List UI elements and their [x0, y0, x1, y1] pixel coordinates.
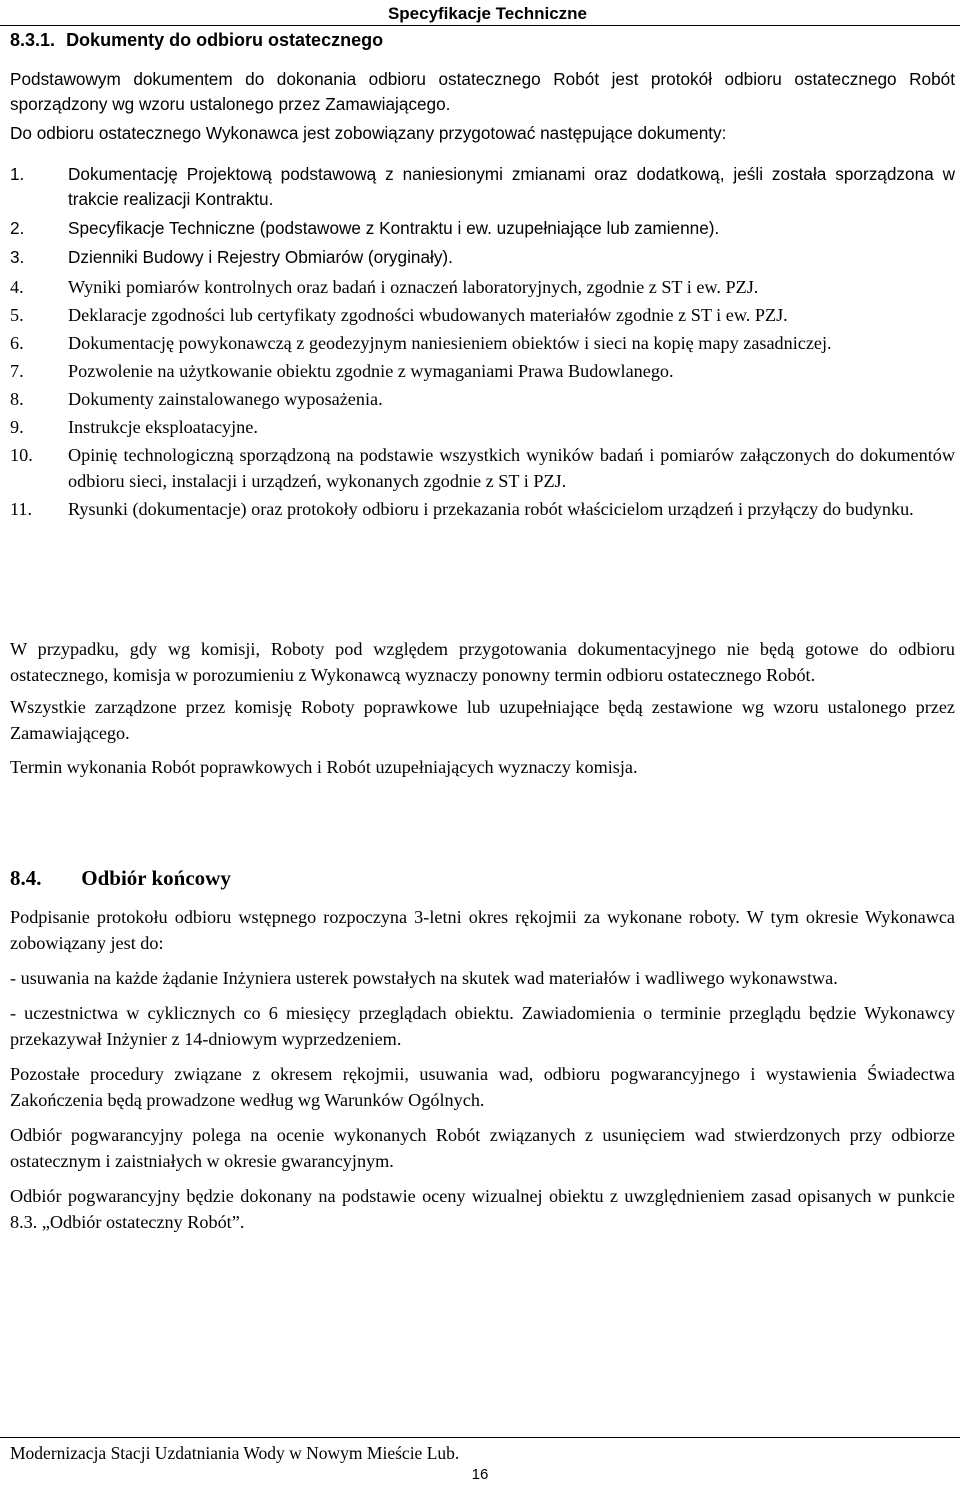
- body-paragraph: Odbiór pogwarancyjny polega na ocenie wykonanych Robót związanych z usunięciem wad stwierdzonych przy odbiorze ostatecznym i zaistniałych w okresie gwarancyjnym.: [10, 1125, 955, 1171]
- list-item-text: Pozwolenie na użytkowanie obiektu zgodnie z wymaganiami Prawa Budowlanego.: [68, 361, 674, 381]
- list-item-text: Opinię technologiczną sporządzoną na podstawie wszystkich wyników badań i pomiarów załączonych do dokumentów odbioru sieci, instalacji i urządzeń, wykonanych zgodnie z ST i PZJ.: [68, 445, 955, 491]
- list-item-text: Dokumenty zainstalowanego wyposażenia.: [68, 389, 383, 409]
- section-number: 8.3.1.: [10, 30, 56, 50]
- list-item: [10, 302, 955, 328]
- body-paragraph: Odbiór pogwarancyjny będzie dokonany na podstawie oceny wizualnej obiektu z uwzględnieniem zasad opisanych w punkcie 8.3. „Odbiór ostateczny Robót”.: [10, 1186, 955, 1232]
- list-item-number: 2.: [10, 218, 25, 238]
- section-8-4-body: [10, 904, 955, 1235]
- list-item-text: Instrukcje eksploatacyjne.: [68, 417, 258, 437]
- header-title: Specyfikacje Techniczne: [387, 4, 587, 23]
- list-item: [10, 330, 955, 356]
- section-number: 8.4.: [10, 866, 42, 890]
- footer-rule: [0, 1437, 960, 1438]
- section-heading-8-4: [10, 866, 231, 891]
- section-title: Odbiór końcowy: [81, 866, 231, 890]
- list-item: [10, 274, 955, 300]
- list-item-number: 7.: [10, 361, 24, 381]
- body-paragraph: Podpisanie protokołu odbioru wstępnego rozpoczyna 3-letni okres rękojmii za wykonane roboty. W tym okresie Wykonawca zobowiązany jest do:: [10, 907, 955, 953]
- list-item-number: 6.: [10, 333, 24, 353]
- list-item-number: 10.: [10, 445, 33, 465]
- list-item-number: 4.: [10, 277, 24, 297]
- list-item-text: Rysunki (dokumentacje) oraz protokoły odbioru i przekazania robót właścicielom urządzeń i przyłączy do budynku.: [68, 499, 914, 519]
- list-item-number: 5.: [10, 305, 24, 325]
- list-item: [10, 162, 955, 212]
- list-item-text: Wyniki pomiarów kontrolnych oraz badań i oznaczeń laboratoryjnych, zgodnie z ST i ew. PZJ.: [68, 277, 759, 297]
- list-item-text: Dzienniki Budowy i Rejestry Obmiarów (oryginały).: [68, 247, 453, 267]
- list-item: [10, 442, 955, 494]
- list-item: [10, 386, 955, 412]
- list-item: [10, 358, 955, 384]
- body-paragraph: Wszystkie zarządzone przez komisję Roboty poprawkowe lub uzupełniające będą zestawione wg wzoru ustalonego przez Zamawiającego.: [10, 697, 955, 743]
- body-paragraph: Termin wykonania Robót poprawkowych i Robót uzupełniających wyznaczy komisja.: [10, 757, 638, 777]
- section-title: Dokumenty do odbioru ostatecznego: [66, 30, 384, 50]
- list-item-number: 11.: [10, 499, 33, 519]
- list-item: [10, 496, 955, 522]
- page-number: 16: [471, 1466, 489, 1483]
- footer-title: Modernizacja Stacji Uzdatniania Wody w Nowym Mieście Lub.: [10, 1443, 460, 1463]
- list-item-number: 3.: [10, 247, 25, 267]
- intro-paragraph: Do odbioru ostatecznego Wykonawca jest zobowiązany przygotować następujące dokumenty:: [10, 123, 727, 143]
- list-item: [10, 245, 955, 270]
- intro-block: [10, 67, 955, 146]
- document-list: [10, 162, 955, 522]
- body-paragraph: - uczestnictwa w cyklicznych co 6 miesięcy przeglądach obiektu. Zawiadomienia o terminie przeglądu będzie Wykonawcy przekazywał Inżynier z 14-dniowym wyprzedzeniem.: [10, 1003, 955, 1049]
- list-item-number: 9.: [10, 417, 24, 437]
- body-paragraph: Pozostałe procedury związane z okresem rękojmii, usuwania wad, odbioru pogwarancyjnego i wystawienia Świadectwa Zakończenia będą prowadzone według wg Warunków Ogólnych.: [10, 1064, 955, 1110]
- intro-paragraph: Podstawowym dokumentem do dokonania odbioru ostatecznego Robót jest protokół odbioru ostatecznego Robót sporządzony wg wzoru ustalonego przez Zamawiającego.: [10, 69, 955, 114]
- body-paragraph: W przypadku, gdy wg komisji, Roboty pod względem przygotowania dokumentacyjnego nie będą gotowe do odbioru ostatecznego, komisja w porozumieniu z Wykonawcą wyznaczy ponowny termin odbioru ostatecznego Robót.: [10, 639, 955, 685]
- list-item-text: Dokumentację powykonawczą z geodezyjnym naniesieniem obiektów i sieci na kopię mapy zasadniczej.: [68, 333, 832, 353]
- list-item: [10, 216, 955, 241]
- list-item-number: 8.: [10, 389, 24, 409]
- header-rule: [0, 25, 960, 26]
- body-paragraph: - usuwania na każde żądanie Inżyniera usterek powstałych na skutek wad materiałów i wadliwego wykonawstwa.: [10, 968, 838, 988]
- section-heading-8-3-1: [10, 30, 383, 51]
- list-item-number: 1.: [10, 164, 25, 184]
- list-item: [10, 414, 955, 440]
- list-item-text: Specyfikacje Techniczne (podstawowe z Kontraktu i ew. uzupełniające lub zamienne).: [68, 218, 720, 238]
- list-item-text: Deklaracje zgodności lub certyfikaty zgodności wbudowanych materiałów zgodnie z ST i ew. PZJ.: [68, 305, 788, 325]
- after-list-block: [10, 636, 955, 780]
- list-item-text: Dokumentację Projektową podstawową z naniesionymi zmianami oraz dodatkową, jeśli została sporządzona w trakcie realizacji Kontraktu.: [68, 164, 955, 209]
